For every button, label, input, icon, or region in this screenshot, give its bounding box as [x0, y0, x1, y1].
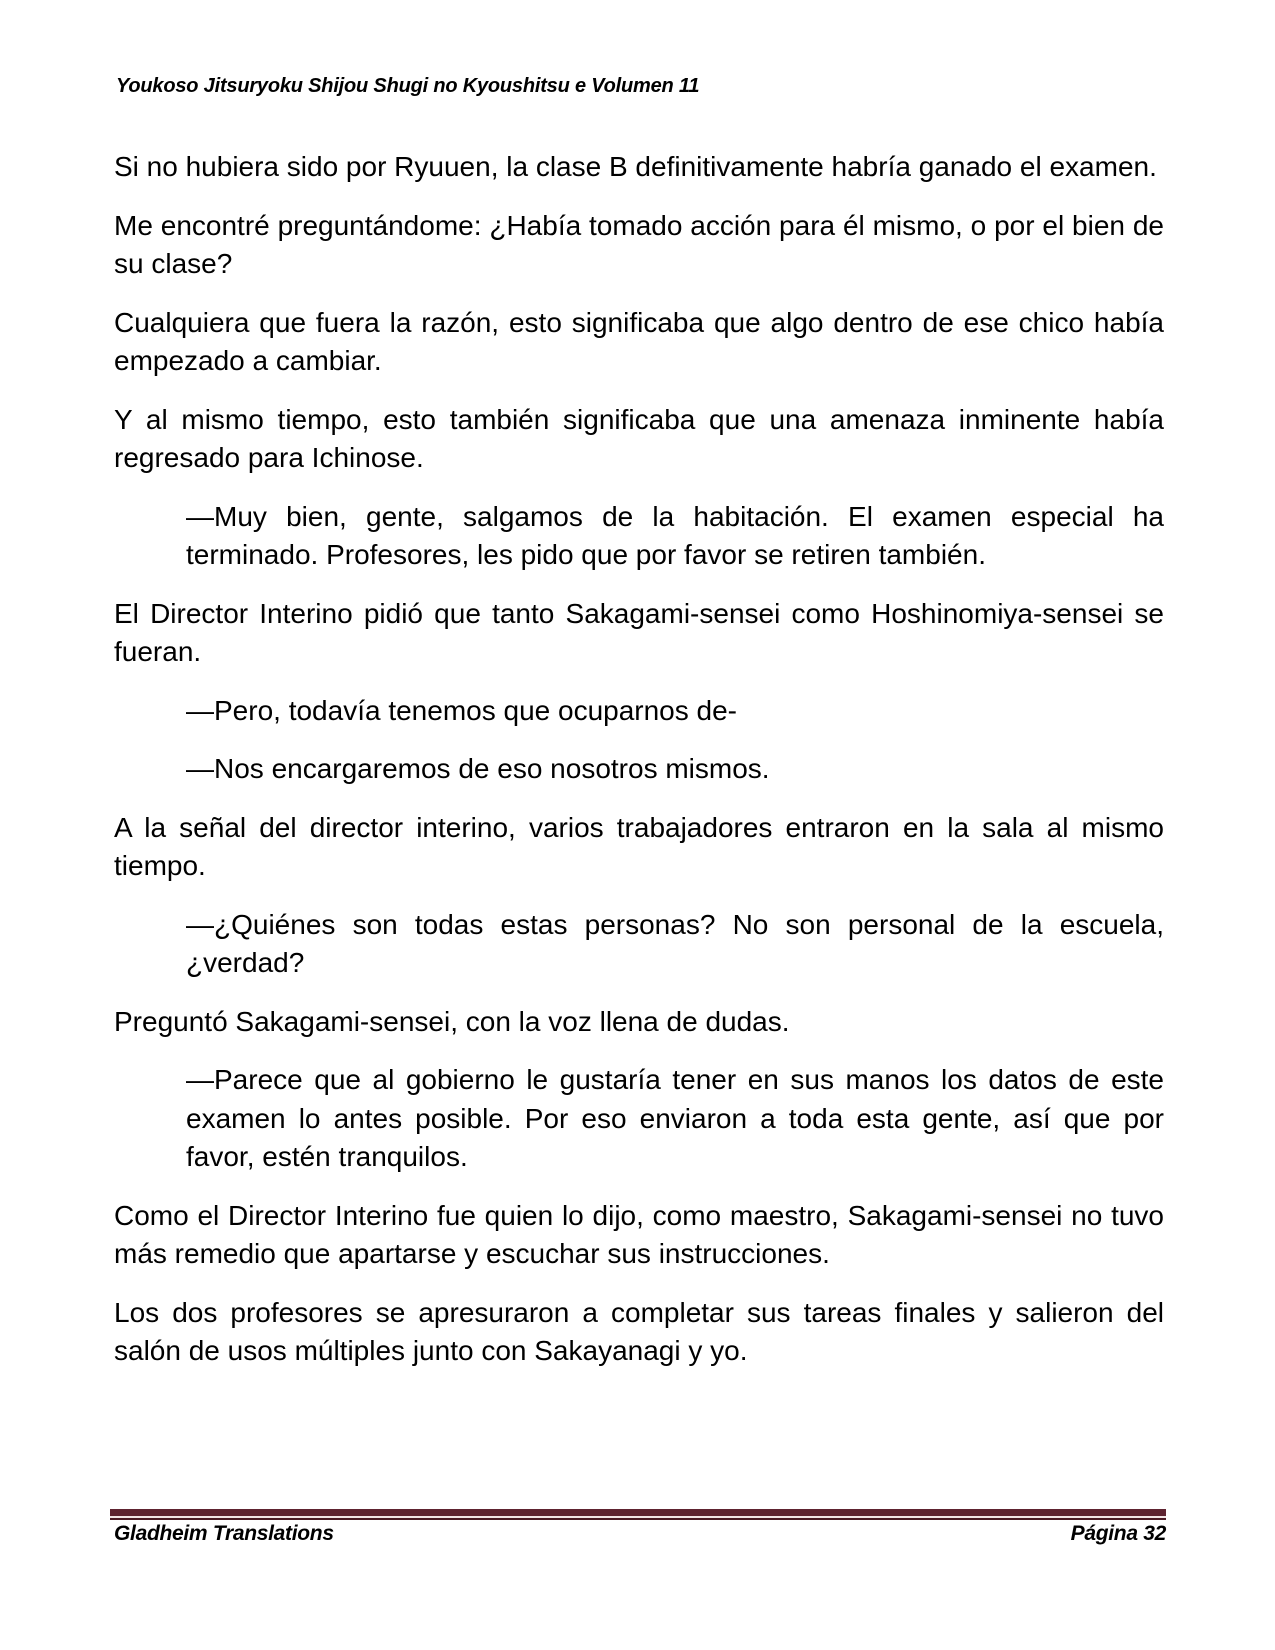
paragraph: Cualquiera que fuera la razón, esto significaba que algo dentro de ese chico había empezado a cambiar.	[114, 306, 1164, 376]
paragraph: A la señal del director interino, varios trabajadores entraron en la sala al mismo tiempo.	[114, 811, 1164, 881]
paragraph: El Director Interino pidió que tanto Sakagami-sensei como Hoshinomiya-sensei se fueran.	[114, 597, 1164, 667]
page-footer	[114, 1521, 1166, 1547]
paragraph: Y al mismo tiempo, esto también significaba que una amenaza inminente había regresado para Ichinose.	[114, 403, 1164, 473]
dialogue-paragraph: —Parece que al gobierno le gustaría tener en sus manos los datos de este examen lo antes posible. Por eso enviaron a toda esta gente, así que por favor, estén tranquilos.	[186, 1064, 1164, 1172]
running-header: Youkoso Jitsuryoku Shijou Shugi no Kyoushitsu e Volumen 11	[116, 75, 700, 97]
paragraph: Preguntó Sakagami-sensei, con la voz llena de dudas.	[114, 1005, 790, 1037]
paragraph: Como el Director Interino fue quien lo dijo, como maestro, Sakagami-sensei no tuvo más remedio que apartarse y escuchar sus instrucciones.	[114, 1199, 1164, 1269]
paragraph: Los dos profesores se apresuraron a completar sus tareas finales y salieron del salón de usos múltiples junto con Sakayanagi y yo.	[114, 1296, 1164, 1366]
body-text	[114, 148, 1164, 1391]
dialogue-paragraph: —Muy bien, gente, salgamos de la habitación. El examen especial ha terminado. Profesores, les pido que por favor se retiren también.	[186, 500, 1164, 570]
dialogue-paragraph: —Pero, todavía tenemos que ocuparnos de-	[186, 694, 738, 726]
footer-divider-thin	[110, 1518, 1166, 1520]
dialogue-paragraph: —Nos encargaremos de eso nosotros mismos.	[186, 753, 770, 784]
page-number: Página 32	[1070, 1522, 1166, 1545]
dialogue-paragraph: —¿Quiénes son todas estas personas? No son personal de la escuela, ¿verdad?	[186, 908, 1164, 978]
footer-divider	[110, 1509, 1166, 1520]
paragraph: Si no hubiera sido por Ryuuen, la clase B definitivamente habría ganado el examen.	[114, 151, 1157, 182]
footer-divider-thick	[110, 1509, 1166, 1516]
paragraph: Me encontré preguntándome: ¿Había tomado acción para él mismo, o por el bien de su clase?	[114, 209, 1164, 279]
footer-credit: Gladheim Translations	[114, 1522, 334, 1545]
